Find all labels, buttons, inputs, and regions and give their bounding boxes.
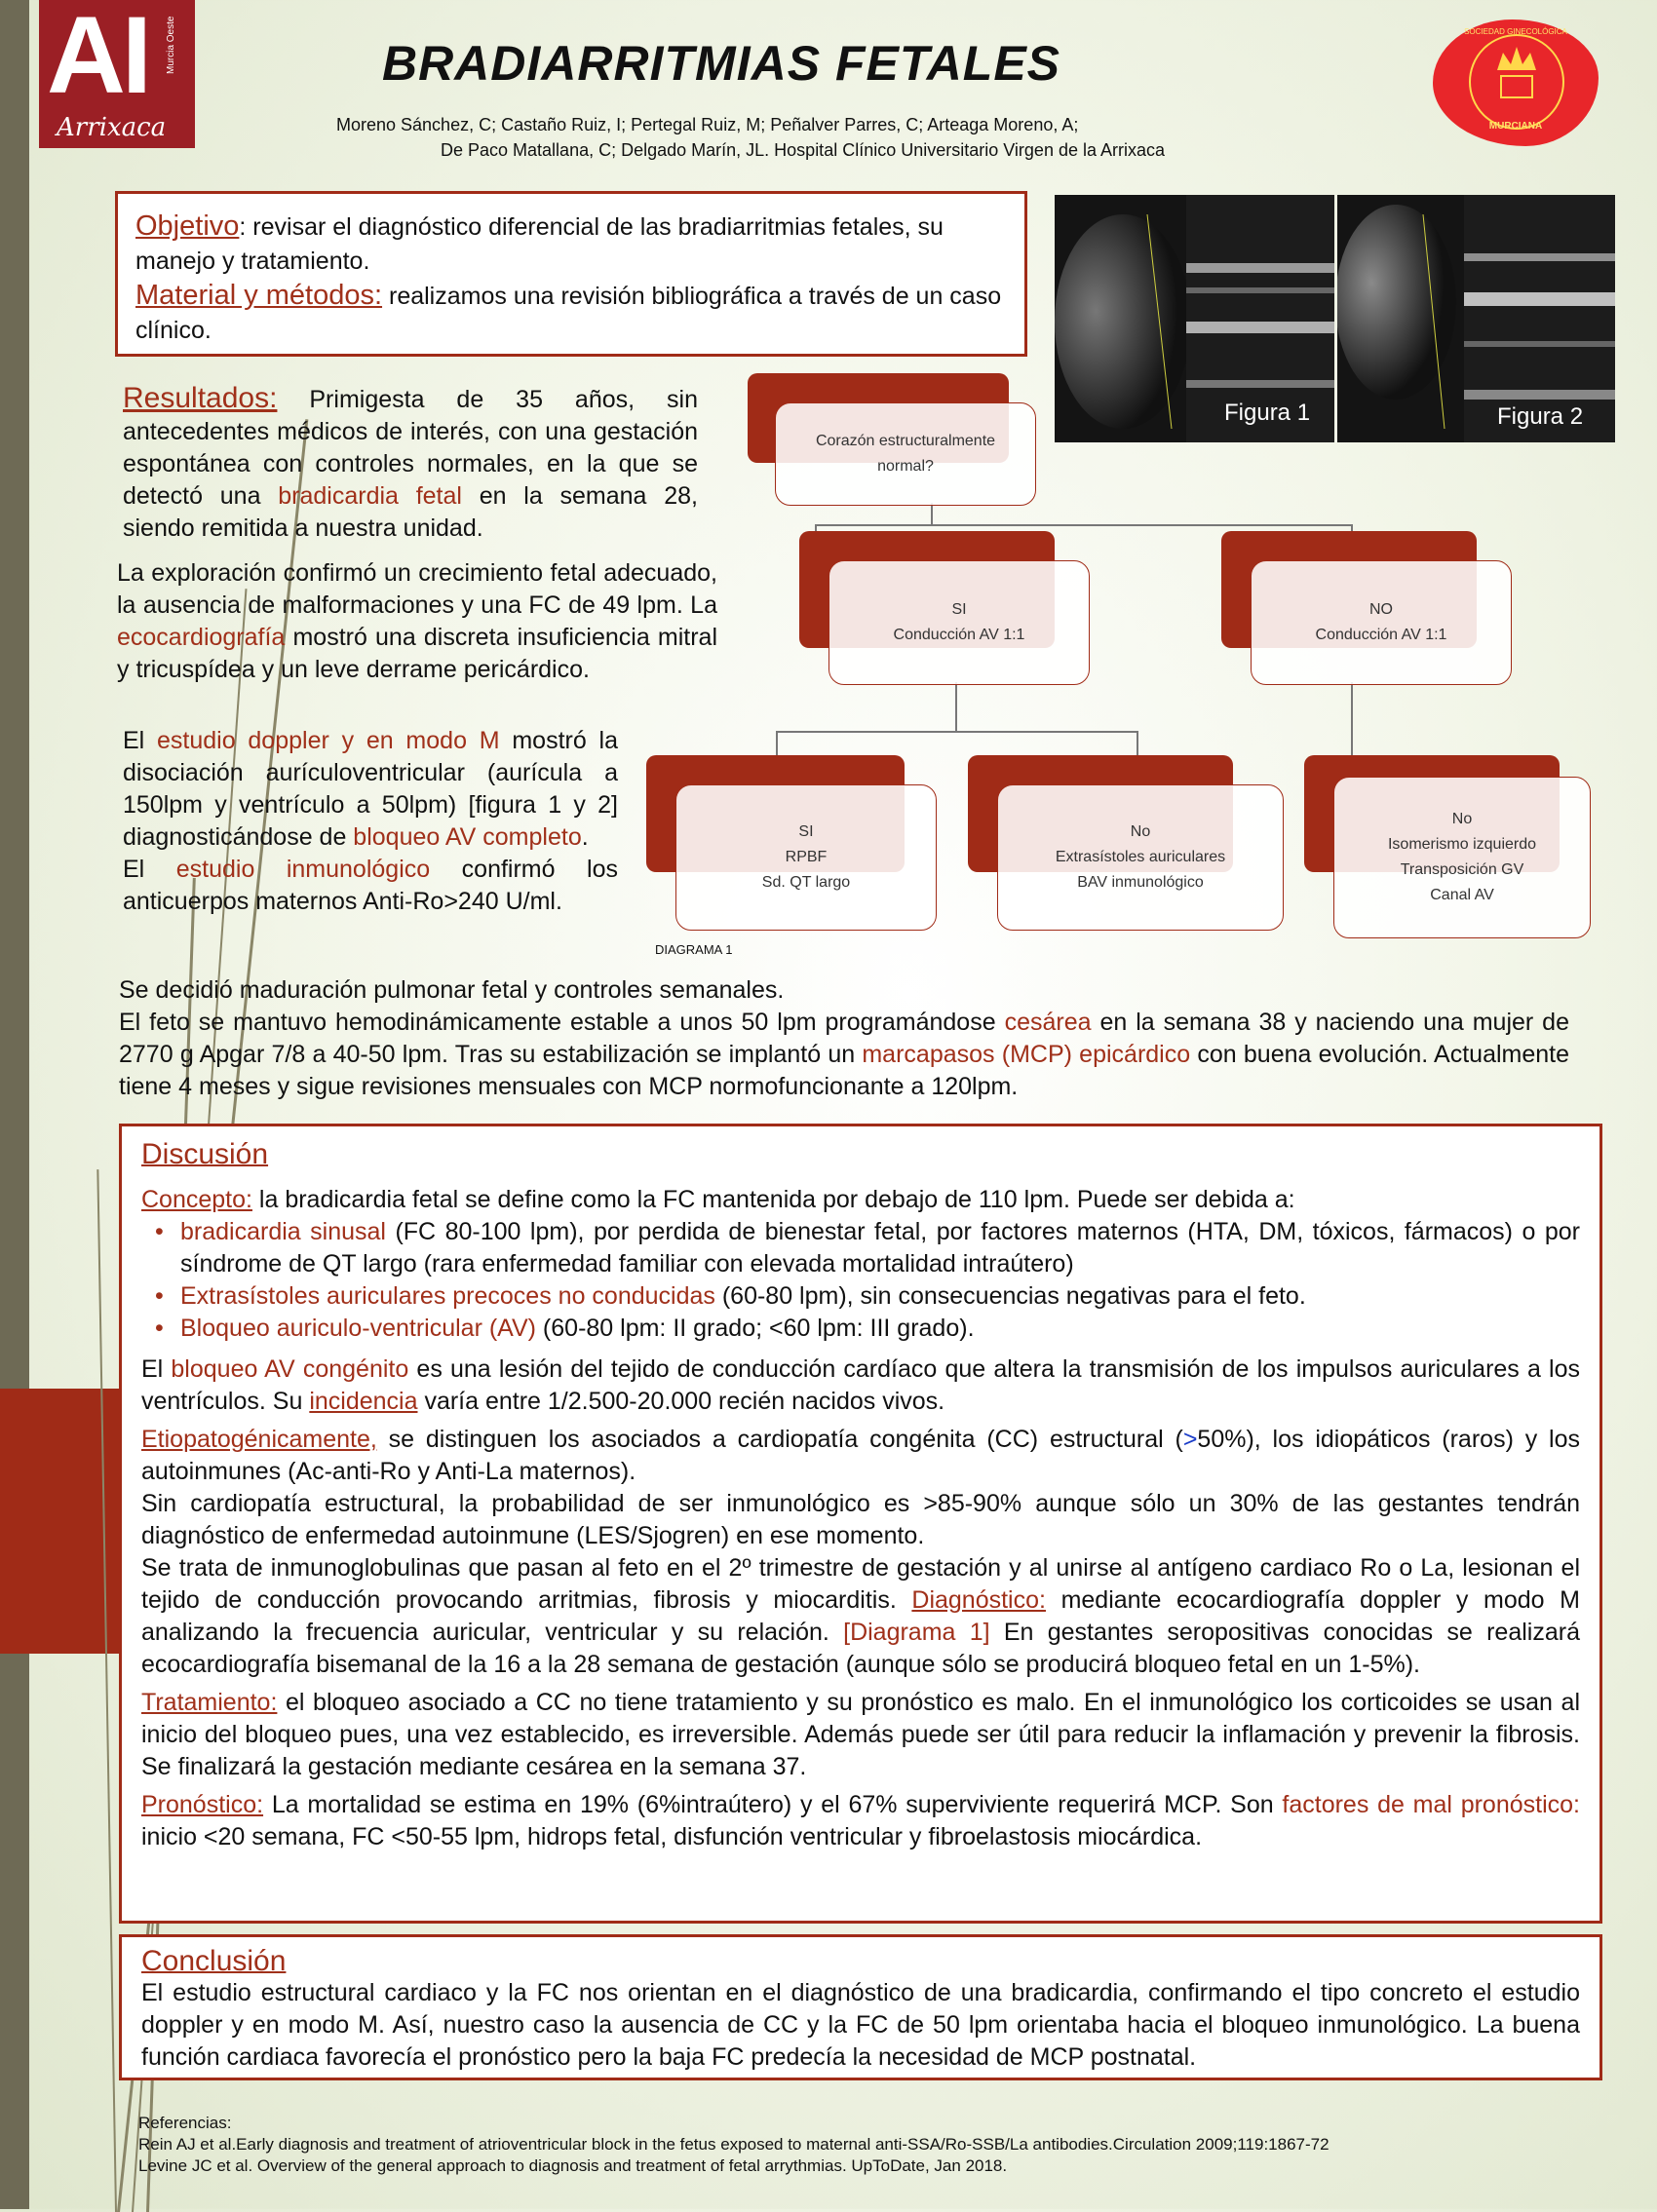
connector-leaf2-down: [1137, 731, 1138, 758]
figure-2-image: [1337, 195, 1615, 442]
concepto-paragraph: [141, 1184, 1580, 1216]
incidencia-highlight: incidencia: [309, 1388, 418, 1415]
etio-gt-symbol: >: [1182, 1426, 1198, 1453]
resultados-paragraph-2: [117, 557, 717, 686]
root-line-1: Corazón estructuralmente: [815, 433, 996, 449]
resultados-text-6a: El feto se mantuvo hemodinámicamente estable a unos 50 lpm programándose: [119, 1009, 1005, 1036]
bloqueo-text-c: varía entre 1/2.500-20.000 recién nacidos vivos.: [417, 1388, 945, 1415]
connector-leaf1-down: [776, 731, 778, 758]
left-sidebar-bar: [0, 0, 29, 2209]
factores-mal-pronostico-highlight: factores de mal pronóstico:: [1282, 1791, 1580, 1818]
cause-2-highlight: Extrasístoles auriculares precoces no conducidas: [180, 1282, 715, 1310]
inmunologico-highlight: estudio inmunológico: [175, 856, 431, 883]
leaf1-line-3: Sd. QT largo: [761, 874, 851, 891]
leaf3-line-3: Transposición GV: [1400, 861, 1524, 878]
resultados-text-2a: La exploración confirmó un crecimiento fetal adecuado, la ausencia de malformaciones y una FC de 49 lpm. La: [117, 559, 717, 619]
connector-level2-horizontal: [776, 731, 1137, 733]
objetivo-text: : revisar el diagnóstico diferencial de las bradiarritmias fetales, su manejo y tratamiento.: [135, 213, 944, 275]
marcapasos-highlight: marcapasos (MCP) epicárdico: [862, 1041, 1191, 1068]
conclusion-box: [119, 1934, 1602, 2080]
material-metodos-text: realizamos una revisión bibliográfica a través de un caso clínico.: [135, 283, 1002, 344]
sin-cardiopatia-paragraph: Sin cardiopatía estructural, la probabilidad de ser inmunológico es >85-90% aunque sólo un 30% de las gestantes tendrán diagnóstico de enfermedad autoinmune (LES/Sjogren) en ese momento.: [141, 1490, 1580, 1549]
no-line-2: Conducción AV 1:1: [1315, 627, 1447, 643]
reference-1: Rein AJ et al.Early diagnosis and treatment of atrioventricular block in the fetus exposed to maternal anti-SSA/Ro-SSB/La antibodies.Circulation 2009;119:1867-72: [138, 2135, 1329, 2154]
figure-1-image: [1055, 195, 1334, 442]
seal-top-text: SOCIEDAD GINECOLÓGICA: [1464, 27, 1567, 36]
leaf3-line-2: Isomerismo izquierdo: [1387, 836, 1537, 853]
diagram-caption: DIAGRAMA 1: [655, 942, 733, 957]
resultados-text-1a: Primigesta de 35 años, sin antecedentes médicos de interés, con una gestación espontánea con controles normales, en la que se detectó una: [123, 386, 698, 510]
conclusion-title: Conclusión: [141, 1945, 287, 1977]
resultados-text-6b: en la semana 38 y naciendo una mujer de 2770 g Apgar 7/8 a 40-50 lpm. Tras su estabilización se implantó un: [119, 1009, 1569, 1068]
pronostico-label: Pronóstico:: [141, 1791, 264, 1818]
resultados-paragraph-1: [123, 382, 698, 545]
diagnostico-text-b: mediante ecocardiografía doppler y modo M analizando la frecuencia auricular, ventricular y su relación.: [141, 1586, 1580, 1646]
cause-3-text: (60-80 lpm: II grado; <60 lpm: III grado).: [535, 1315, 975, 1342]
authors-line-1: Moreno Sánchez, C; Castaño Ruiz, I; Pertegal Ruiz, M; Peñalver Parres, C; Arteaga Moreno, A;: [336, 115, 1079, 134]
resultados-text-3c: .: [581, 823, 589, 851]
objetivo-label: Objetivo: [135, 210, 240, 242]
resultados-text-3b: mostró la disociación aurículoventricular (aurícula a 150lpm y ventrículo a 50lpm) [figura 1 y 2] diagnosticándose de: [123, 727, 618, 851]
bloqueo-av-highlight: bloqueo AV completo: [353, 823, 582, 851]
cause-item-3: [180, 1313, 1580, 1345]
leaf1-line-2: RPBF: [785, 849, 828, 865]
cause-3-highlight: Bloqueo auriculo-ventricular (AV): [180, 1315, 536, 1342]
resultados-text-4a: El: [123, 856, 176, 883]
tratamiento-text: el bloqueo asociado a CC no tiene tratamiento y su pronóstico es malo. En el inmunológico los corticoides se usan al inicio del bloqueo pues, una vez establecido, es irreversible. Además puede ser útil para reducir la inflamación y prevenir la fibrosis. Se finalizará la gestación mediante cesárea en la semana 37.: [141, 1689, 1580, 1780]
left-red-block: [0, 1389, 133, 1654]
tratamiento-label: Tratamiento:: [141, 1689, 278, 1716]
cesarea-highlight: cesárea: [1004, 1009, 1092, 1036]
leaf2-line-3: BAV inmunológico: [1077, 874, 1204, 891]
pronostico-paragraph: [141, 1789, 1580, 1853]
logo-letters: AI: [47, 0, 148, 116]
bloqueo-text-a: El: [141, 1355, 172, 1383]
society-seal: [1433, 19, 1599, 146]
etiopatogenia-paragraph: [141, 1424, 1580, 1488]
resultados-text-1b: en la semana 28, siendo remitida a nuestra unidad.: [123, 482, 698, 542]
authors-line-2: De Paco Matallana, C; Delgado Marín, JL. Hospital Clínico Universitario Virgen de la Arrixaca: [441, 140, 1166, 160]
resultados-text-3a: El: [123, 727, 158, 754]
root-line-2: normal?: [877, 458, 934, 475]
etiopatogenia-label: Etiopatogénicamente,: [141, 1426, 377, 1453]
leaf3-line-4: Canal AV: [1430, 887, 1494, 903]
ecocardiografia-highlight: ecocardiografía: [117, 624, 286, 651]
inmunoglobulinas-text: Se trata de inmunoglobulinas que pasan al feto en el 2º trimestre de gestación y al unirse al antígeno cardiaco Ro o La, lesionan el tejido de conducción provocando arritmias, fibrosis y miocarditis.: [141, 1554, 1580, 1614]
leaf2-line-1: No: [1130, 823, 1151, 840]
si-line-1: SI: [951, 601, 967, 618]
references: [138, 2113, 1329, 2177]
figure-1-label: Figura 1: [1224, 400, 1311, 426]
pronostico-text-a: La mortalidad se estima en 19% (6%intraútero) y el 67% superviviente requerirá MCP. Son: [263, 1791, 1283, 1818]
seal-bottom-text: MURCIANA: [1488, 121, 1543, 132]
no-line-1: NO: [1369, 601, 1393, 618]
logo-side-text: Murcia Oeste: [166, 16, 176, 74]
bloqueo-paragraph: [141, 1354, 1580, 1418]
reference-2: Levine JC et al. Overview of the general approach to diagnosis and treatment of fetal arrythmias. UpToDate, Jan 2018.: [138, 2156, 1008, 2175]
concepto-text: la bradicardia fetal se define como la FC mantenida por debajo de 110 lpm. Puede ser debida a:: [251, 1186, 1295, 1213]
discusion-title: Discusión: [141, 1138, 269, 1170]
resultados-text-5: Se decidió maduración pulmonar fetal y controles semanales.: [119, 976, 785, 1004]
bloqueo-text-b: es una lesión del tejido de conducción cardíaco que altera la transmisión de los impulsos auriculares a los ventrículos. Su: [141, 1355, 1580, 1415]
resultados-paragraph-3: [123, 725, 618, 918]
diagrama-reference: [Diagrama 1]: [843, 1619, 990, 1646]
resultados-text-2b: mostró una discreta insuficiencia mitral y tricuspídea y un leve derrame pericárdico.: [117, 624, 717, 683]
connector-root-down: [931, 503, 933, 524]
diagnostico-text-c: En gestantes seropositivas conocidas se realizará ecocardiografía bisemanal de la 16 a la 28 semana de gestación (aunque sólo se producirá bloqueo fetal en un 1-5%).: [141, 1619, 1580, 1678]
connector-level1-horizontal: [815, 524, 1351, 526]
causes-list: [141, 1216, 1580, 1345]
etio-text-b: 50%), los idiopáticos (raros) y los autoinmunes (Ac-anti-Ro y Anti-La maternos).: [141, 1426, 1580, 1485]
leaf3-line-1: No: [1451, 811, 1473, 827]
resultados-text-4b: confirmó los anticuerpos maternos Anti-Ro>240 U/ml.: [123, 856, 618, 915]
resultados-paragraph-4: [119, 974, 1569, 1103]
diagnostico-label: Diagnóstico:: [911, 1586, 1046, 1614]
resultados-label: Resultados:: [123, 382, 278, 414]
doppler-highlight: estudio doppler y en modo M: [157, 727, 500, 754]
tratamiento-paragraph: [141, 1687, 1580, 1783]
figure-2-label: Figura 2: [1497, 403, 1584, 430]
bloqueo-congenito-highlight: bloqueo AV congénito: [171, 1355, 409, 1383]
logo-script: Arrixaca: [57, 113, 167, 142]
cause-item-2: [180, 1280, 1580, 1313]
concepto-label: Concepto:: [141, 1186, 252, 1213]
cause-2-text: (60-80 lpm), sin consecuencias negativas para el feto.: [714, 1282, 1306, 1310]
connector-no-leaf-down: [1351, 682, 1353, 758]
si-line-2: Conducción AV 1:1: [893, 627, 1025, 643]
pronostico-text-b: inicio <20 semana, FC <50-55 lpm, hidrops fetal, disfunción ventricular y fibroelastosis miocárdica.: [141, 1823, 1203, 1850]
diagnostico-paragraph: [141, 1552, 1580, 1681]
leaf2-line-2: Extrasístoles auriculares: [1055, 849, 1226, 865]
poster-title: BRADIARRITMIAS FETALES: [381, 36, 1061, 91]
resultados-text-6c: con buena evolución. Actualmente tiene 4 meses y sigue revisiones mensuales con MCP normofuncionante a 120lpm.: [119, 1041, 1570, 1100]
cause-1-text: (FC 80-100 lpm), por perdida de bienestar fetal, por factores maternos (HTA, DM, tóxicos, fármacos) o por síndrome de QT largo (rara enfermedad familiar con elevada mortalidad intraútero): [180, 1218, 1580, 1278]
discusion-box: [119, 1124, 1602, 1924]
references-title: Referencias:: [138, 2114, 232, 2132]
objetivo-box: [115, 191, 1027, 357]
conclusion-text: El estudio estructural cardiaco y la FC nos orientan en el diagnóstico de una bradicardia, confirmando el tipo concreto el estudio doppler y en modo M. Así, nuestro caso la ausencia de CC y la FC de 50 lpm orientaba hacia el bloqueo inmunológico. La buena función cardiaca favorecía el pronóstico pero la baja FC predecía la necesidad de MCP postnatal.: [141, 1979, 1580, 2071]
material-metodos-label: Material y métodos:: [135, 280, 383, 311]
bradicardia-fetal-highlight: bradicardia fetal: [278, 482, 462, 510]
arrixaca-logo: [39, 0, 195, 148]
cause-item-1: [180, 1216, 1580, 1280]
connector-si-leaves-down: [955, 682, 957, 731]
cause-1-highlight: bradicardia sinusal: [180, 1218, 386, 1245]
leaf1-line-1: SI: [798, 823, 814, 840]
etio-text-a: se distinguen los asociados a cardiopatía congénita (CC) estructural (: [376, 1426, 1183, 1453]
